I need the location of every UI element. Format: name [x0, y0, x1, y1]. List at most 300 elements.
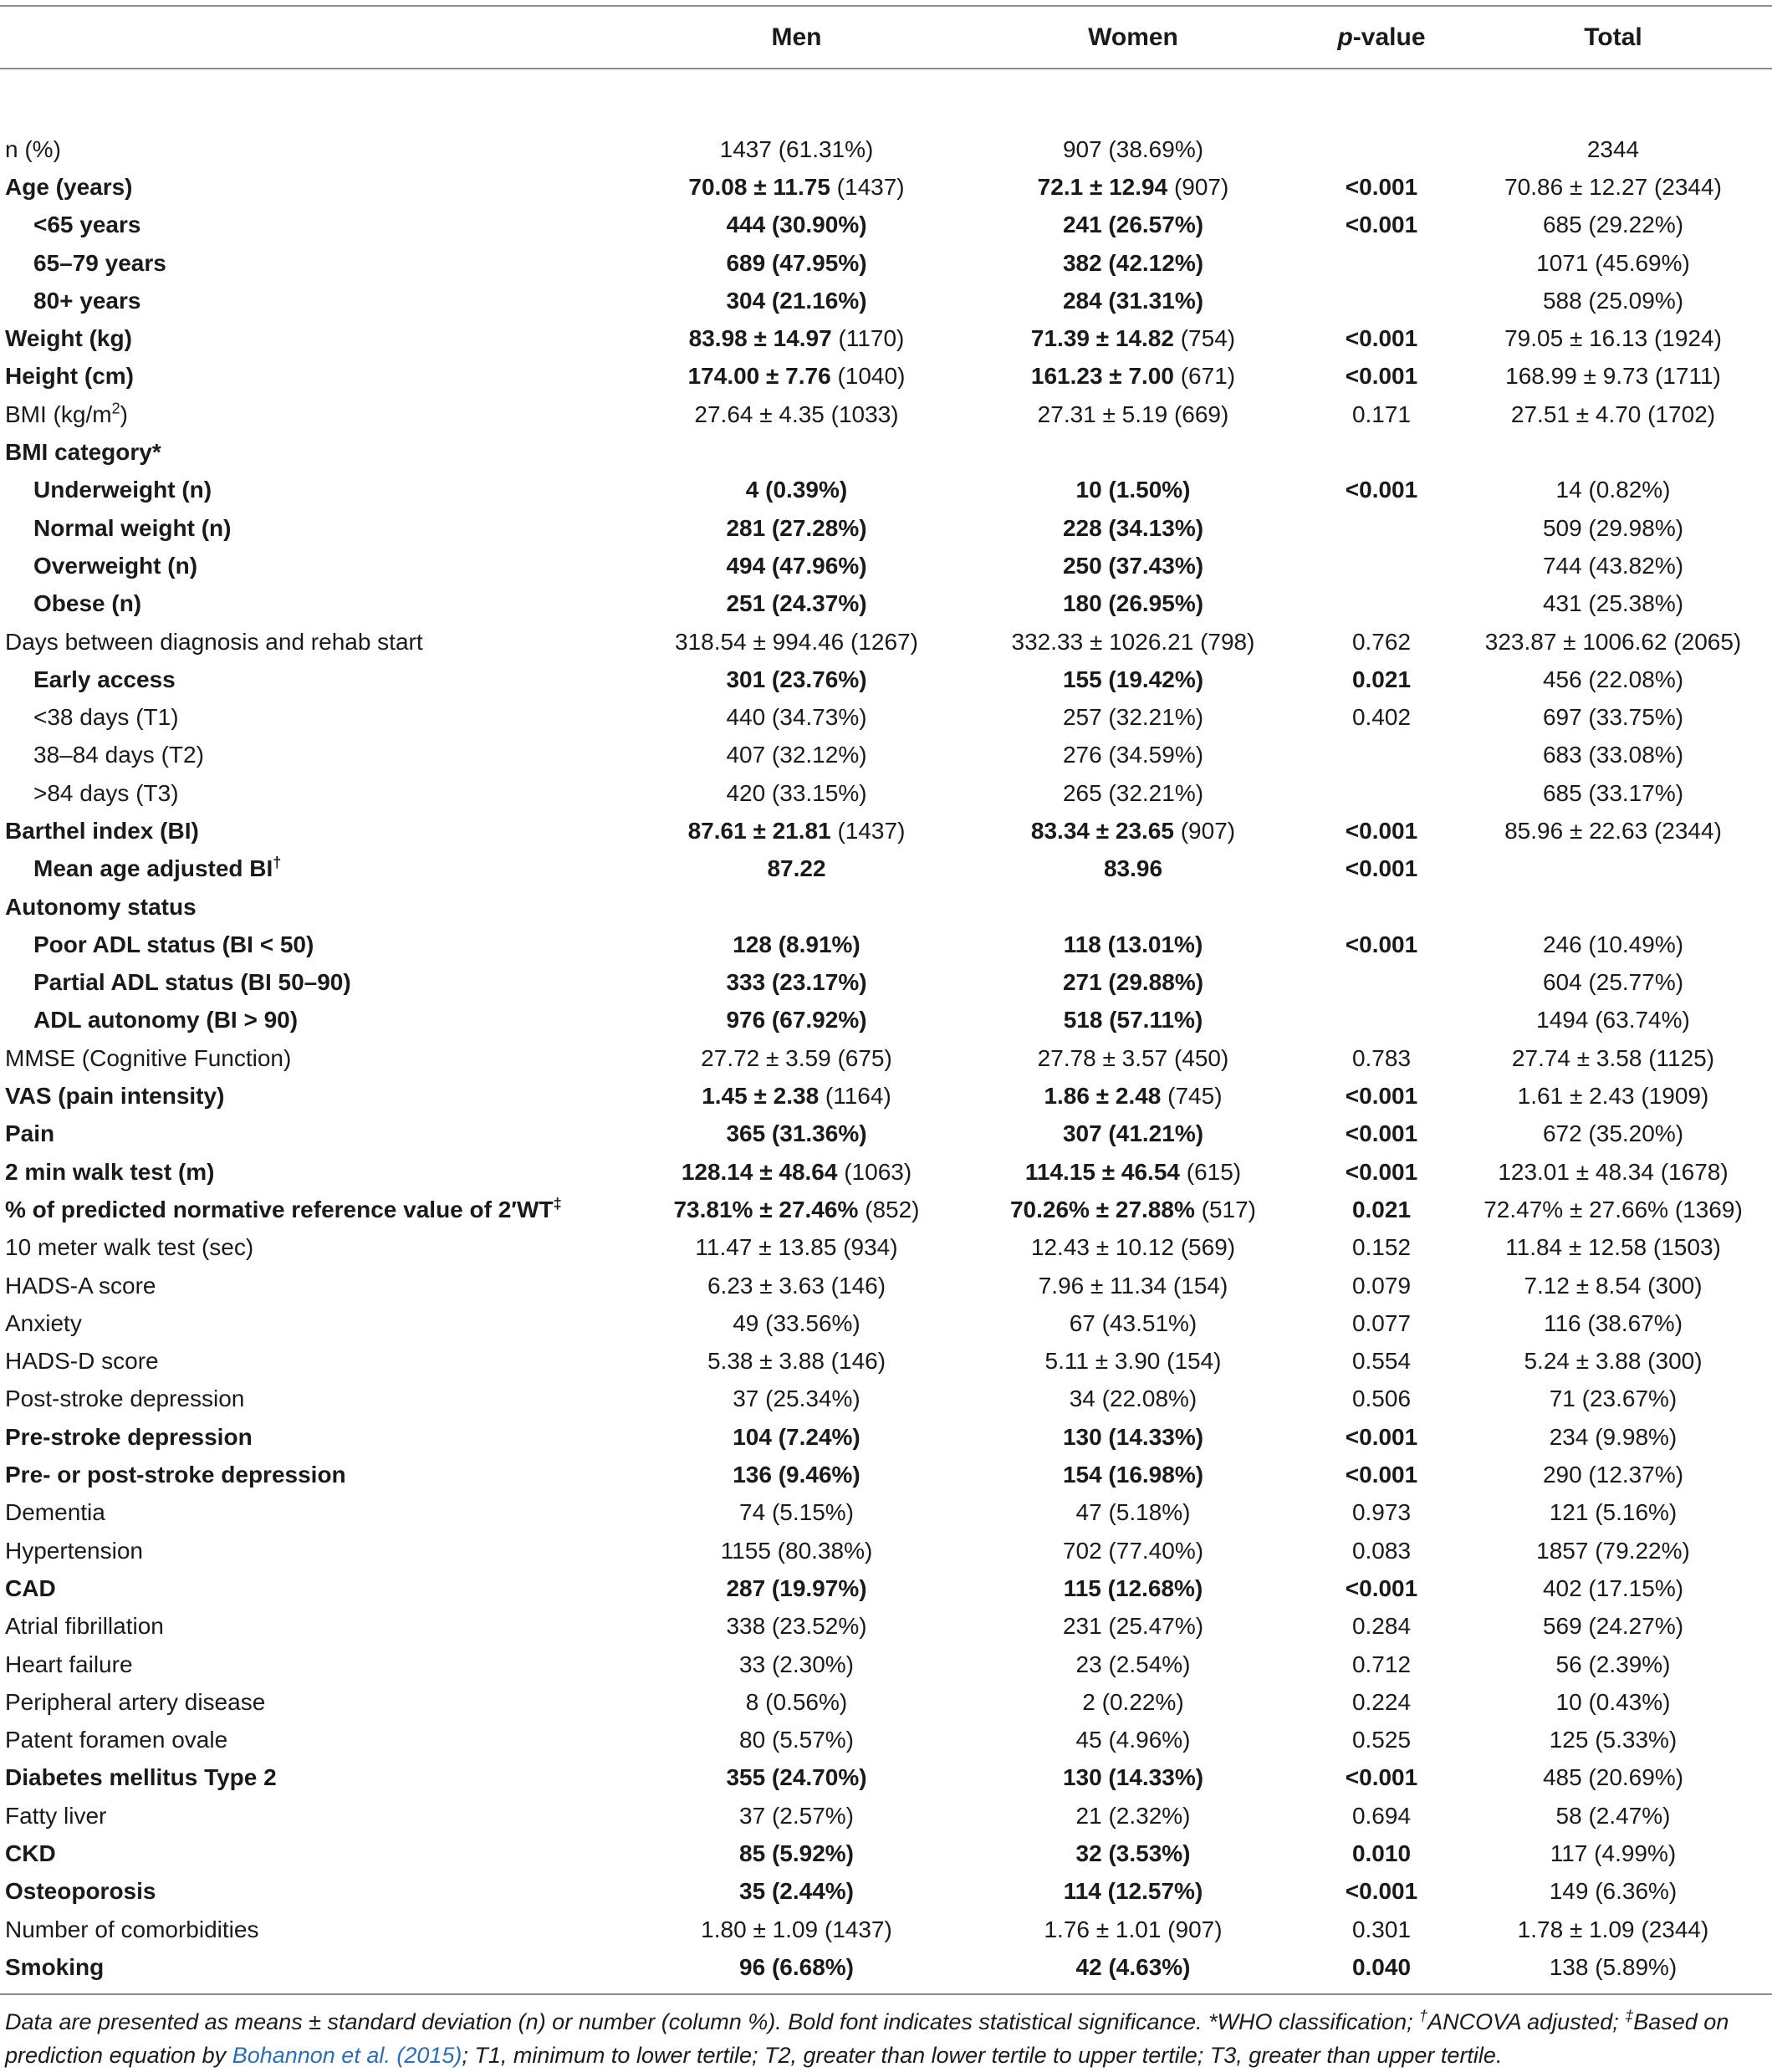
- total-value: 117 (4.99%): [1550, 1840, 1677, 1866]
- women-value: 271 (29.88%): [1062, 969, 1204, 996]
- cell-p-value: [1309, 1646, 1454, 1683]
- table-row: [0, 433, 1772, 471]
- cell-men: [636, 698, 957, 736]
- men-value: 338 (23.52%): [726, 1613, 867, 1640]
- label-text: Days between diagnosis and rehab start: [5, 628, 423, 655]
- cell-label: [0, 282, 636, 319]
- cell-p-value: [1309, 888, 1454, 926]
- cell-total: [1454, 1153, 1772, 1191]
- label-text: Pre-stroke depression: [5, 1423, 253, 1450]
- cell-men: [636, 1229, 957, 1267]
- cell-men: [636, 1153, 957, 1191]
- cell-label: [0, 1115, 636, 1153]
- men-count: (1164): [819, 1083, 891, 1110]
- cell-label: [0, 1683, 636, 1721]
- cell-women: [957, 207, 1309, 244]
- cell-total: [1454, 319, 1772, 357]
- footnote-double-dagger: ‡: [1625, 2007, 1634, 2024]
- men-value: 420 (33.15%): [726, 779, 867, 806]
- men-value: 73.81% ± 27.46%: [673, 1196, 859, 1222]
- label-text: % of predicted normative reference value of 2′WT: [5, 1196, 554, 1222]
- cell-men: [636, 1569, 957, 1607]
- cell-men: [636, 812, 957, 850]
- cell-women: [957, 130, 1309, 168]
- cell-p-value: [1309, 1532, 1454, 1569]
- cell-p-value: [1309, 737, 1454, 774]
- cell-women: [957, 509, 1309, 547]
- women-count: (907): [1173, 817, 1236, 844]
- total-value: 168.99 ± 9.73 (1711): [1505, 363, 1721, 390]
- cell-men: [636, 1797, 957, 1835]
- men-value: 444 (30.90%): [726, 212, 867, 238]
- label-text: BMI (kg/m: [5, 401, 112, 427]
- men-count: (1040): [830, 363, 906, 390]
- cell-label: [0, 433, 636, 471]
- cell-p-value: [1309, 207, 1454, 244]
- women-value: 154 (16.98%): [1062, 1462, 1204, 1488]
- cell-total: [1454, 888, 1772, 926]
- men-value: 4 (0.39%): [745, 477, 848, 503]
- table-row: [0, 1721, 1772, 1758]
- cell-label: [0, 850, 636, 888]
- table-row: [0, 1418, 1772, 1456]
- cell-label: [0, 1873, 636, 1911]
- cell-total: [1454, 358, 1772, 396]
- cell-p-value: [1309, 1683, 1454, 1721]
- cell-total: [1454, 1873, 1772, 1911]
- women-value: 161.23 ± 7.00: [1030, 363, 1174, 390]
- men-value: 301 (23.76%): [726, 666, 867, 692]
- total-value: 1857 (79.22%): [1536, 1537, 1690, 1564]
- cell-women: [957, 1683, 1309, 1721]
- label-text: Dementia: [5, 1499, 105, 1526]
- table-row: [0, 1002, 1772, 1039]
- cell-men: [636, 1646, 957, 1683]
- women-count: (754): [1173, 325, 1236, 352]
- table-row: [0, 1569, 1772, 1607]
- cell-women: [957, 774, 1309, 812]
- cell-total: [1454, 661, 1772, 698]
- cell-p-value: [1309, 396, 1454, 433]
- cell-total: [1454, 472, 1772, 509]
- p-value: 0.284: [1351, 1613, 1412, 1640]
- cell-label: [0, 698, 636, 736]
- women-value: 228 (34.13%): [1062, 514, 1204, 541]
- men-value: 87.61 ± 21.81: [687, 817, 831, 844]
- women-value: 83.34 ± 23.65: [1030, 817, 1174, 844]
- cell-p-value: [1309, 1343, 1454, 1380]
- p-value: 0.010: [1351, 1840, 1412, 1866]
- p-value: <0.001: [1345, 855, 1418, 882]
- label-text: Barthel index (BI): [5, 817, 199, 844]
- total-value: 116 (38.67%): [1543, 1309, 1683, 1336]
- cell-men: [636, 1343, 957, 1380]
- cell-women: [957, 1532, 1309, 1569]
- cell-men: [636, 509, 957, 547]
- women-value: 83.96: [1103, 855, 1163, 882]
- total-value: 149 (6.36%): [1549, 1878, 1678, 1905]
- men-value: 80 (5.57%): [739, 1727, 854, 1753]
- cell-total: [1454, 1115, 1772, 1153]
- women-value: 332.33 ± 1026.21 (798): [1011, 628, 1255, 655]
- label-text: <38 days (T1): [33, 704, 179, 731]
- men-value: 33 (2.30%): [739, 1651, 854, 1677]
- label-text: 10 meter walk test (sec): [5, 1234, 254, 1261]
- men-count: (1437): [830, 817, 906, 844]
- cell-p-value: [1309, 850, 1454, 888]
- label-text: Overweight (n): [33, 552, 198, 579]
- total-value: 27.74 ± 3.58 (1125): [1511, 1044, 1715, 1071]
- p-value: 0.079: [1351, 1272, 1412, 1299]
- label-text: Early access: [33, 666, 176, 692]
- cell-total: [1454, 509, 1772, 547]
- header-label: [0, 7, 636, 69]
- p-value: 0.171: [1351, 401, 1412, 427]
- table-row: [0, 1532, 1772, 1569]
- cell-women: [957, 1002, 1309, 1039]
- table-row: [0, 282, 1772, 319]
- cell-total: [1454, 1608, 1772, 1646]
- p-value: <0.001: [1345, 1878, 1418, 1905]
- men-value: 37 (25.34%): [733, 1386, 860, 1412]
- cell-men: [636, 585, 957, 623]
- cell-women: [957, 358, 1309, 396]
- cell-total: [1454, 698, 1772, 736]
- men-value: 407 (32.12%): [726, 742, 867, 768]
- cell-women: [957, 282, 1309, 319]
- cell-men: [636, 737, 957, 774]
- men-value: 136 (9.46%): [733, 1462, 860, 1488]
- header-p-suffix: -value: [1352, 23, 1426, 51]
- women-value: 34 (22.08%): [1069, 1386, 1198, 1412]
- men-value: 70.08 ± 11.75: [688, 173, 830, 200]
- men-value: 1155 (80.38%): [720, 1537, 873, 1564]
- total-value: 323.87 ± 1006.62 (2065): [1484, 628, 1742, 655]
- women-value: 382 (42.12%): [1062, 249, 1204, 276]
- cell-label: [0, 1797, 636, 1835]
- women-value: 70.26% ± 27.88%: [1009, 1196, 1195, 1222]
- men-value: 8 (0.56%): [745, 1688, 848, 1715]
- cell-total: [1454, 1948, 1772, 1986]
- table-row: [0, 1608, 1772, 1646]
- women-value: 1.76 ± 1.01 (907): [1044, 1916, 1223, 1942]
- header-total: Total: [1584, 23, 1642, 51]
- total-value: 1071 (45.69%): [1536, 249, 1690, 276]
- cell-total: [1454, 1343, 1772, 1380]
- total-value: 588 (25.09%): [1542, 287, 1684, 314]
- total-value: 58 (2.47%): [1555, 1802, 1671, 1829]
- cell-men: [636, 1115, 957, 1153]
- cell-label: [0, 1304, 636, 1342]
- total-value: 7.12 ± 8.54 (300): [1524, 1272, 1703, 1299]
- cell-total: [1454, 1911, 1772, 1948]
- men-value: 1437 (61.31%): [719, 135, 874, 162]
- cell-men: [636, 168, 957, 206]
- cell-men: [636, 1456, 957, 1493]
- total-value: 1494 (63.74%): [1536, 1007, 1690, 1033]
- p-value: 0.402: [1351, 704, 1412, 731]
- table-row: [0, 358, 1772, 396]
- label-text: Mean age adjusted BI: [33, 855, 273, 882]
- women-value: 67 (43.51%): [1069, 1309, 1198, 1336]
- cell-label: [0, 1456, 636, 1493]
- cell-women: [957, 472, 1309, 509]
- cell-label: [0, 585, 636, 623]
- cell-total: [1454, 1267, 1772, 1304]
- men-value: 11.47 ± 13.85 (934): [695, 1234, 898, 1261]
- table-row: [0, 244, 1772, 282]
- p-value: 0.152: [1351, 1234, 1412, 1261]
- cell-label: [0, 1646, 636, 1683]
- cell-p-value: [1309, 698, 1454, 736]
- p-value: 0.506: [1351, 1386, 1412, 1412]
- women-value: 71.39 ± 14.82: [1030, 325, 1174, 352]
- p-value: <0.001: [1345, 1574, 1418, 1601]
- cell-men: [636, 282, 957, 319]
- total-value: 697 (33.75%): [1542, 704, 1684, 731]
- cell-women: [957, 1456, 1309, 1493]
- footnote-text-4: ; T1, minimum to lower tertile; T2, greater than lower tertile to upper tertile; T3, greater than upper tertile.: [462, 2042, 1503, 2068]
- label-text: Diabetes mellitus Type 2: [5, 1764, 277, 1791]
- cell-total: [1454, 130, 1772, 168]
- cell-men: [636, 623, 957, 661]
- header-women: Women: [1088, 23, 1178, 51]
- men-value: 96 (6.68%): [739, 1953, 854, 1980]
- label-text: Patent foramen ovale: [5, 1727, 228, 1753]
- men-value: 37 (2.57%): [739, 1802, 854, 1829]
- women-count: (907): [1167, 173, 1229, 200]
- cell-p-value: [1309, 623, 1454, 661]
- total-value: 290 (12.37%): [1542, 1462, 1684, 1488]
- cell-p-value: [1309, 1721, 1454, 1758]
- cell-men: [636, 1532, 957, 1569]
- p-value: 0.224: [1351, 1688, 1412, 1715]
- table-row: [0, 472, 1772, 509]
- cell-p-value: [1309, 1304, 1454, 1342]
- cell-women: [957, 433, 1309, 471]
- cell-label: [0, 358, 636, 396]
- cell-total: [1454, 1229, 1772, 1267]
- women-value: 114.15 ± 46.54: [1024, 1158, 1180, 1185]
- cell-women: [957, 1646, 1309, 1683]
- cell-label: [0, 1039, 636, 1077]
- men-count: (852): [858, 1196, 920, 1222]
- cell-total: [1454, 774, 1772, 812]
- women-value: 10 (1.50%): [1075, 477, 1191, 503]
- women-value: 702 (77.40%): [1062, 1537, 1204, 1564]
- table-row: [0, 1456, 1772, 1493]
- cell-total: [1454, 433, 1772, 471]
- cell-label: [0, 1721, 636, 1758]
- cell-men: [636, 850, 957, 888]
- total-value: 14 (0.82%): [1555, 477, 1671, 503]
- total-value: 234 (9.98%): [1549, 1423, 1678, 1450]
- label-text: Atrial fibrillation: [5, 1613, 164, 1640]
- label-text: >84 days (T3): [33, 779, 179, 806]
- cell-men: [636, 1191, 957, 1228]
- footnote-citation-link[interactable]: Bohannon et al. (2015): [232, 2042, 462, 2068]
- total-value: 11.84 ± 12.58 (1503): [1505, 1234, 1721, 1261]
- table-row: [0, 1835, 1772, 1872]
- cell-women: [957, 888, 1309, 926]
- cell-p-value: [1309, 509, 1454, 547]
- women-value: 32 (3.53%): [1075, 1840, 1191, 1866]
- men-value: 318.54 ± 994.46 (1267): [675, 628, 918, 655]
- cell-p-value: [1309, 168, 1454, 206]
- men-value: 494 (47.96%): [726, 552, 867, 579]
- total-value: 85.96 ± 22.63 (2344): [1504, 817, 1722, 844]
- label-text: Peripheral artery disease: [5, 1688, 266, 1715]
- cell-women: [957, 1418, 1309, 1456]
- men-value: 333 (23.17%): [726, 969, 867, 996]
- label-superscript: 2: [111, 400, 120, 417]
- footnote-text-2: ANCOVA adjusted;: [1427, 2008, 1626, 2034]
- women-value: 907 (38.69%): [1062, 135, 1204, 162]
- label-text: Fatty liver: [5, 1802, 107, 1829]
- women-value: 2 (0.22%): [1082, 1688, 1184, 1715]
- cell-men: [636, 1608, 957, 1646]
- table-row: [0, 1077, 1772, 1115]
- cell-label: [0, 1494, 636, 1532]
- total-value: 604 (25.77%): [1542, 969, 1684, 996]
- cell-p-value: [1309, 547, 1454, 584]
- women-value: 130 (14.33%): [1062, 1423, 1204, 1450]
- cell-p-value: [1309, 1759, 1454, 1797]
- p-value: <0.001: [1345, 817, 1418, 844]
- p-value: <0.001: [1345, 1158, 1418, 1185]
- cell-label: [0, 319, 636, 357]
- table-row: [0, 1191, 1772, 1228]
- total-value: 569 (24.27%): [1542, 1613, 1684, 1640]
- total-value: 509 (29.98%): [1542, 514, 1684, 541]
- footnote-text-1: Data are presented as means ± standard deviation (n) or number (column %). Bold font indicates statistical significance. *WHO classification;: [5, 2008, 1420, 2034]
- cell-label: [0, 1267, 636, 1304]
- label-text: HADS-D score: [5, 1348, 159, 1375]
- cell-total: [1454, 812, 1772, 850]
- cell-total: [1454, 850, 1772, 888]
- cell-men: [636, 888, 957, 926]
- women-value: 180 (26.95%): [1062, 590, 1204, 617]
- label-text: Pre- or post-stroke depression: [5, 1462, 346, 1488]
- men-value: 74 (5.15%): [739, 1499, 854, 1526]
- cell-p-value: [1309, 1153, 1454, 1191]
- cell-women: [957, 964, 1309, 1002]
- women-value: 23 (2.54%): [1075, 1651, 1191, 1677]
- men-value: 49 (33.56%): [733, 1309, 860, 1336]
- total-value: 121 (5.16%): [1549, 1499, 1678, 1526]
- cell-women: [957, 1115, 1309, 1153]
- men-value: 27.72 ± 3.59 (675): [701, 1044, 892, 1071]
- women-value: 231 (25.47%): [1062, 1613, 1204, 1640]
- cell-men: [636, 1039, 957, 1077]
- cell-women: [957, 1911, 1309, 1948]
- total-value: 123.01 ± 48.34 (1678): [1498, 1158, 1729, 1185]
- total-value: 56 (2.39%): [1555, 1651, 1671, 1677]
- cell-men: [636, 1835, 957, 1872]
- cell-total: [1454, 737, 1772, 774]
- label-text-suffix: ): [120, 401, 128, 427]
- cell-label: [0, 1380, 636, 1418]
- cell-label: [0, 623, 636, 661]
- cell-label: [0, 1418, 636, 1456]
- cell-women: [957, 319, 1309, 357]
- cell-women: [957, 698, 1309, 736]
- cell-women: [957, 585, 1309, 623]
- table-row: [0, 926, 1772, 963]
- cell-women: [957, 1569, 1309, 1607]
- cell-p-value: [1309, 661, 1454, 698]
- total-value: 402 (17.15%): [1542, 1574, 1684, 1601]
- table-row: [0, 130, 1772, 168]
- cell-label: [0, 1229, 636, 1267]
- cell-women: [957, 1948, 1309, 1986]
- cell-women: [957, 926, 1309, 963]
- cell-p-value: [1309, 282, 1454, 319]
- table-row: [0, 1115, 1772, 1153]
- label-text: CAD: [5, 1574, 56, 1601]
- table-row: [0, 1153, 1772, 1191]
- label-text: Anxiety: [5, 1309, 82, 1336]
- total-value: 685 (33.17%): [1542, 779, 1684, 806]
- total-value: 1.61 ± 2.43 (1909): [1517, 1083, 1709, 1110]
- men-value: 251 (24.37%): [726, 590, 867, 617]
- cell-p-value: [1309, 585, 1454, 623]
- cell-women: [957, 1077, 1309, 1115]
- total-value: 10 (0.43%): [1555, 1688, 1671, 1715]
- label-text: Hypertension: [5, 1537, 143, 1564]
- p-value: <0.001: [1345, 173, 1418, 200]
- cell-men: [636, 1267, 957, 1304]
- cell-women: [957, 244, 1309, 282]
- label-text: Post-stroke depression: [5, 1386, 245, 1412]
- cell-men: [636, 1911, 957, 1948]
- cell-men: [636, 1759, 957, 1797]
- cell-women: [957, 1494, 1309, 1532]
- cell-total: [1454, 1191, 1772, 1228]
- men-count: (1437): [830, 173, 905, 200]
- table-row: [0, 850, 1772, 888]
- cell-label: [0, 547, 636, 584]
- cell-women: [957, 1608, 1309, 1646]
- total-value: 79.05 ± 16.13 (1924): [1504, 325, 1722, 352]
- cell-women: [957, 1304, 1309, 1342]
- cell-men: [636, 130, 957, 168]
- table-row: [0, 812, 1772, 850]
- table-row: [0, 585, 1772, 623]
- cell-p-value: [1309, 358, 1454, 396]
- cell-label: [0, 1759, 636, 1797]
- total-value: 485 (20.69%): [1542, 1764, 1684, 1791]
- p-value: 0.554: [1351, 1348, 1412, 1375]
- cell-men: [636, 319, 957, 357]
- women-count: (615): [1179, 1158, 1242, 1185]
- label-text: BMI category*: [5, 439, 161, 466]
- women-value: 518 (57.11%): [1063, 1007, 1203, 1033]
- total-value: 683 (33.08%): [1542, 742, 1684, 768]
- p-value: 0.694: [1351, 1802, 1412, 1829]
- total-value: 685 (29.22%): [1542, 212, 1684, 238]
- label-text: Smoking: [5, 1953, 105, 1980]
- cell-p-value: [1309, 1608, 1454, 1646]
- cell-total: [1454, 1380, 1772, 1418]
- label-text: ADL autonomy (BI > 90): [33, 1007, 299, 1033]
- p-value: 0.021: [1351, 666, 1412, 692]
- women-value: 130 (14.33%): [1062, 1764, 1204, 1791]
- cell-label: [0, 1569, 636, 1607]
- men-value: 281 (27.28%): [726, 514, 867, 541]
- p-value: <0.001: [1345, 1423, 1418, 1450]
- men-value: 128.14 ± 48.64: [681, 1158, 838, 1185]
